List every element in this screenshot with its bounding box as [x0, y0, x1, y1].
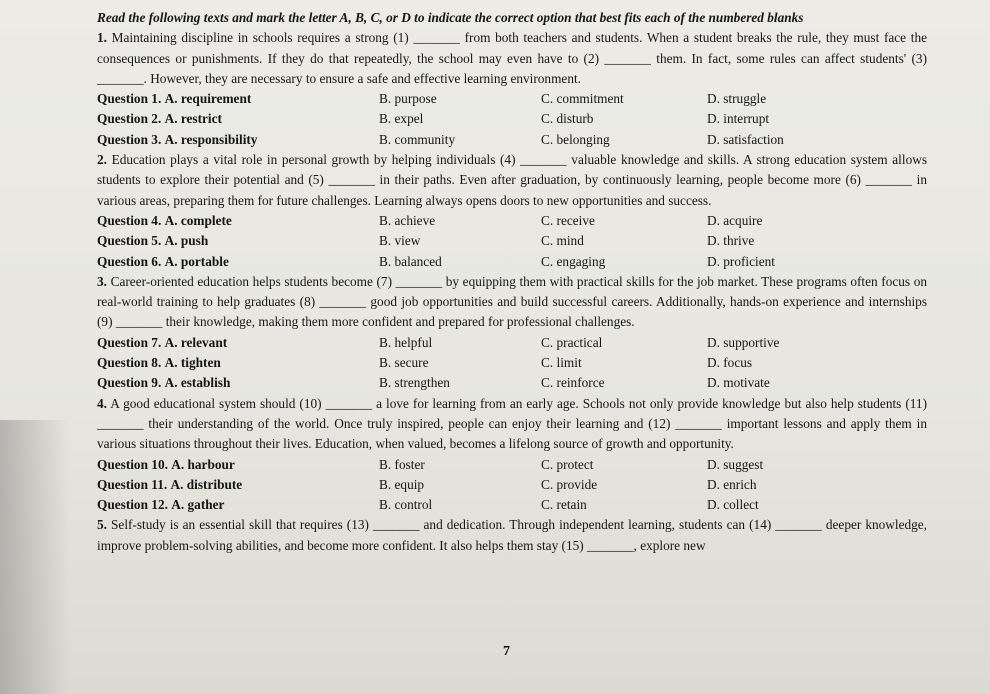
- option-c: C. limit: [541, 355, 582, 371]
- option-d: D. collect: [707, 497, 759, 513]
- instruction: Read the following texts and mark the letter A, B, C, or D to indicate the correct option that best fits each of the numbered blanks: [97, 10, 804, 25]
- option-d: D. satisfaction: [707, 131, 784, 147]
- question-label: Question 11.: [97, 476, 168, 492]
- option-d: D. motivate: [707, 375, 770, 391]
- option-a: A. harbour: [171, 456, 235, 472]
- question-row: [97, 130, 927, 150]
- passage-2: [97, 150, 927, 211]
- passage-text: A good educational system should (10) _______ a love for learning from an early age. Schools not only provide knowledge but also help students (11) _______ their understanding of the world. Once truly inspired, people can enjoy their learning and (12) _______ important lessons and apply them in various situations throughout their lives. Education, when valued, becomes a lifelong source of growth and opportunity.: [97, 395, 928, 452]
- option-b: B. achieve: [379, 212, 436, 228]
- option-a: A. establish: [164, 375, 231, 391]
- question-label: Question 6.: [97, 253, 162, 269]
- option-c: C. disturb: [541, 111, 594, 127]
- question-label: Question 3.: [97, 131, 162, 147]
- option-d: D. struggle: [707, 91, 767, 107]
- option-a: A. responsibility: [164, 131, 258, 147]
- passage-1: [97, 28, 927, 89]
- passage-3: [97, 272, 927, 333]
- question-row: [97, 231, 927, 251]
- option-c: C. receive: [541, 212, 595, 228]
- option-a: A. relevant: [164, 334, 228, 350]
- option-c: C. mind: [541, 233, 584, 249]
- option-d: D. interrupt: [707, 111, 770, 127]
- page-shadow: [0, 420, 70, 694]
- question-row: [97, 89, 927, 109]
- passage-5: [97, 515, 927, 556]
- option-a: A. restrict: [164, 111, 222, 127]
- option-b: B. expel: [379, 111, 424, 127]
- option-b: B. helpful: [379, 334, 433, 350]
- option-d: D. suggest: [707, 456, 764, 472]
- question-label: Question 9.: [97, 375, 162, 391]
- option-d: D. enrich: [707, 476, 757, 492]
- option-b: B. control: [379, 497, 433, 513]
- passage-number: 4.: [97, 395, 107, 411]
- option-d: D. acquire: [707, 212, 763, 228]
- question-row: [97, 495, 927, 515]
- option-c: C. protect: [541, 456, 594, 472]
- option-b: B. view: [379, 233, 421, 249]
- option-b: B. equip: [379, 476, 425, 492]
- passage-number: 1.: [97, 30, 107, 46]
- question-label: Question 5.: [97, 233, 162, 249]
- option-b: B. foster: [379, 456, 425, 472]
- question-row: [97, 475, 927, 495]
- question-label: Question 7.: [97, 334, 162, 350]
- page-number: 7: [503, 644, 510, 659]
- question-label: Question 4.: [97, 212, 162, 228]
- option-a: A. portable: [164, 253, 229, 269]
- option-c: C. reinforce: [541, 375, 605, 391]
- option-b: B. purpose: [379, 91, 437, 107]
- question-row: [97, 455, 927, 475]
- option-a: A. gather: [171, 497, 225, 513]
- question-row: [97, 353, 927, 373]
- question-row: [97, 373, 927, 393]
- option-b: B. balanced: [379, 253, 442, 269]
- question-label: Question 8.: [97, 355, 162, 371]
- question-row: [97, 333, 927, 353]
- option-c: C. provide: [541, 476, 598, 492]
- option-c: C. commitment: [541, 91, 624, 107]
- option-b: B. strengthen: [379, 375, 450, 391]
- question-label: Question 1.: [97, 91, 162, 107]
- option-b: B. community: [379, 131, 456, 147]
- option-a: A. distribute: [170, 476, 243, 492]
- option-d: D. thrive: [707, 233, 755, 249]
- option-c: C. retain: [541, 497, 587, 513]
- question-row: [97, 211, 927, 231]
- option-a: A. tighten: [164, 355, 221, 371]
- option-c: C. engaging: [541, 253, 606, 269]
- option-c: C. belonging: [541, 131, 610, 147]
- passage-4: [97, 394, 927, 455]
- passage-number: 2.: [97, 152, 107, 168]
- option-c: C. practical: [541, 334, 603, 350]
- option-d: D. proficient: [707, 253, 775, 269]
- option-b: B. secure: [379, 355, 429, 371]
- question-label: Question 12.: [97, 497, 168, 513]
- question-row: [97, 109, 927, 129]
- worksheet-content: [97, 8, 927, 556]
- option-a: A. complete: [164, 212, 232, 228]
- question-row: [97, 252, 927, 272]
- passage-text: Career-oriented education helps students become (7) _______ by equipping them with practical skills for the job market. These programs often focus on real-world training to help graduates (8) _______ good job opportunities and build successful careers. Additionally, hands-on experience and internships (9) _______ their knowledge, making them more confident and prepared for professional challenges.: [97, 273, 927, 330]
- passage-text: Maintaining discipline in schools requires a strong (1) _______ from both teachers and students. When a student breaks the rule, they must face the consequences or punishments. If they do that repeatedly, the school may even have to (2) _______ them. In fact, some rules can affect students' (3) _______. However, they are necessary to ensure a safe and effective learning environment.: [97, 30, 927, 86]
- passage-text: Self-study is an essential skill that requires (13) _______ and dedication. Through independent learning, students can (14) _______ deeper knowledge, improve problem-solving abilities, and become more confident. It also helps them stay (15) _______, explore new: [97, 517, 927, 553]
- question-label: Question 2.: [97, 111, 162, 127]
- option-d: D. supportive: [707, 334, 780, 350]
- passage-number: 3.: [97, 273, 107, 289]
- option-a: A. requirement: [164, 91, 252, 107]
- passage-number: 5.: [97, 517, 107, 533]
- passage-text: Education plays a vital role in personal growth by helping individuals (4) _______ valuable knowledge and skills. A strong education system allows students to explore their potential and (5) _______ in their paths. Even after graduation, by continuously learning, people become more (6) _______ in various areas, preparing them for future challenges. Learning always opens doors to new opportunities and success.: [97, 152, 927, 208]
- question-label: Question 10.: [97, 456, 168, 472]
- option-a: A. push: [164, 233, 209, 249]
- option-d: D. focus: [707, 355, 753, 371]
